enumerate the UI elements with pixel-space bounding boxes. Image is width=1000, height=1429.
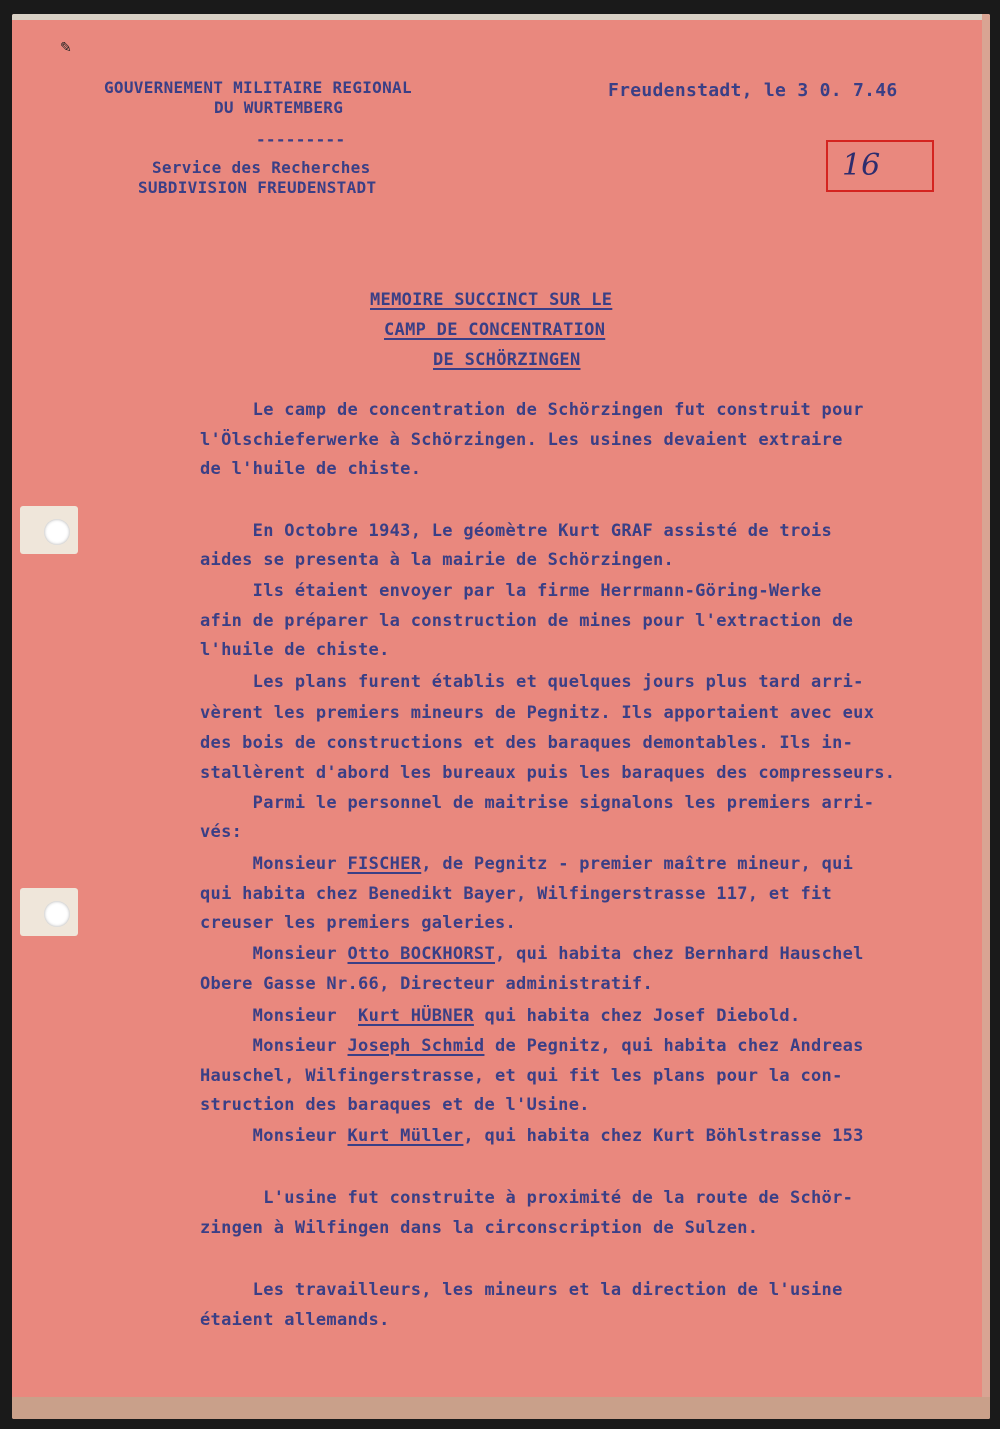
person-schmid-line3: struction des baraques et de l'Usine. <box>200 1095 590 1115</box>
person-name: Otto BOCKHORST <box>347 944 495 964</box>
person-detail: , qui habita chez Bernhard Hauschel <box>495 944 864 964</box>
header-service-line1: Service des Recherches <box>152 158 371 177</box>
title-line1 <box>370 290 612 310</box>
monsieur-label: Monsieur <box>200 854 348 874</box>
paragraph-2-line: Parmi le personnel de maitrise signalons les premiers arri- <box>200 793 875 813</box>
monsieur-label: Monsieur <box>200 944 348 964</box>
person-detail: de Pegnitz, qui habita chez Andreas <box>484 1036 864 1056</box>
person-huebner-line1 <box>200 1006 801 1026</box>
archive-stamp-number: 16 <box>842 148 881 183</box>
pen-mark: ✎ <box>60 40 72 56</box>
person-name: Kurt HÜBNER <box>358 1006 474 1026</box>
title-line1-text: MEMOIRE SUCCINCT SUR LE <box>370 290 613 310</box>
paper-right-edge <box>982 14 990 1419</box>
person-name: FISCHER <box>347 854 422 874</box>
monsieur-label: Monsieur <box>200 1006 359 1026</box>
person-fischer-line1 <box>200 854 853 874</box>
place-and-date: Freudenstadt, le 3 0. 7.46 <box>608 80 898 101</box>
title-line3 <box>433 350 581 370</box>
header-divider: --------- <box>256 130 346 149</box>
person-name: Joseph Schmid <box>347 1036 485 1056</box>
monsieur-label: Monsieur <box>200 1126 348 1146</box>
paragraph-2-line: Les plans furent établis et quelques jours plus tard arri- <box>200 672 864 692</box>
paper-bottom-edge <box>12 1397 990 1419</box>
paragraph-2-line: Ils étaient envoyer par la firme Herrmann-Göring-Werke <box>200 581 822 601</box>
paragraph-2-line: vèrent les premiers mineurs de Pegnitz. Ils apportaient avec eux <box>200 703 875 723</box>
paragraph-2-line: vés: <box>200 822 243 842</box>
person-schmid-line2: Hauschel, Wilfingerstrasse, et qui fit les plans pour la con- <box>200 1066 843 1086</box>
title-line2 <box>384 320 605 340</box>
header-service-line2: SUBDIVISION FREUDENSTADT <box>138 178 377 197</box>
paragraph-1-line: Le camp de concentration de Schörzingen fut construit pour <box>200 400 864 420</box>
archive-stamp-box <box>826 140 934 192</box>
paragraph-2-line: stallèrent d'abord les bureaux puis les baraques des compresseurs. <box>200 763 896 783</box>
paragraph-4-line: étaient allemands. <box>200 1310 390 1330</box>
person-mueller-line1 <box>200 1126 864 1146</box>
person-bockhorst-line2: Obere Gasse Nr.66, Directeur administratif. <box>200 974 653 994</box>
person-detail: , qui habita chez Kurt Böhlstrasse 153 <box>463 1126 864 1146</box>
paragraph-3-line: zingen à Wilfingen dans la circonscription de Sulzen. <box>200 1218 759 1238</box>
paper-top-edge <box>12 14 990 20</box>
paragraph-4-line: Les travailleurs, les mineurs et la direction de l'usine <box>200 1280 843 1300</box>
person-bockhorst-line1 <box>200 944 864 964</box>
header-authority-line2: DU WURTEMBERG <box>214 98 344 117</box>
person-name: Kurt Müller <box>347 1126 464 1146</box>
paragraph-2-line: aides se presenta à la mairie de Schörzingen. <box>200 550 675 570</box>
paragraph-2-line: l'huile de chiste. <box>200 640 390 660</box>
punch-hole-top <box>44 519 70 545</box>
monsieur-label: Monsieur <box>200 1036 348 1056</box>
paragraph-1-line: l'Ölschieferwerke à Schörzingen. Les usines devaient extraire <box>200 430 843 450</box>
person-schmid-line1 <box>200 1036 864 1056</box>
title-line3-text: DE SCHÖRZINGEN <box>433 350 581 370</box>
person-detail: , de Pegnitz - premier maître mineur, qui <box>421 854 854 874</box>
person-detail: qui habita chez Josef Diebold. <box>473 1006 801 1026</box>
person-fischer-line2: qui habita chez Benedikt Bayer, Wilfingerstrasse 117, et fit <box>200 884 833 904</box>
punch-hole-bottom <box>44 901 70 927</box>
paragraph-2-line: afin de préparer la construction de mines pour l'extraction de <box>200 611 854 631</box>
paragraph-2-line: des bois de constructions et des baraques demontables. Ils in- <box>200 733 854 753</box>
paragraph-3-line: L'usine fut construite à proximité de la route de Schör- <box>200 1188 854 1208</box>
paragraph-1-line: de l'huile de chiste. <box>200 459 422 479</box>
person-fischer-line3: creuser les premiers galeries. <box>200 913 517 933</box>
header-authority-line1: GOUVERNEMENT MILITAIRE REGIONAL <box>104 78 412 97</box>
title-line2-text: CAMP DE CONCENTRATION <box>384 320 606 340</box>
paragraph-2-line: En Octobre 1943, Le géomètre Kurt GRAF assisté de trois <box>200 521 833 541</box>
